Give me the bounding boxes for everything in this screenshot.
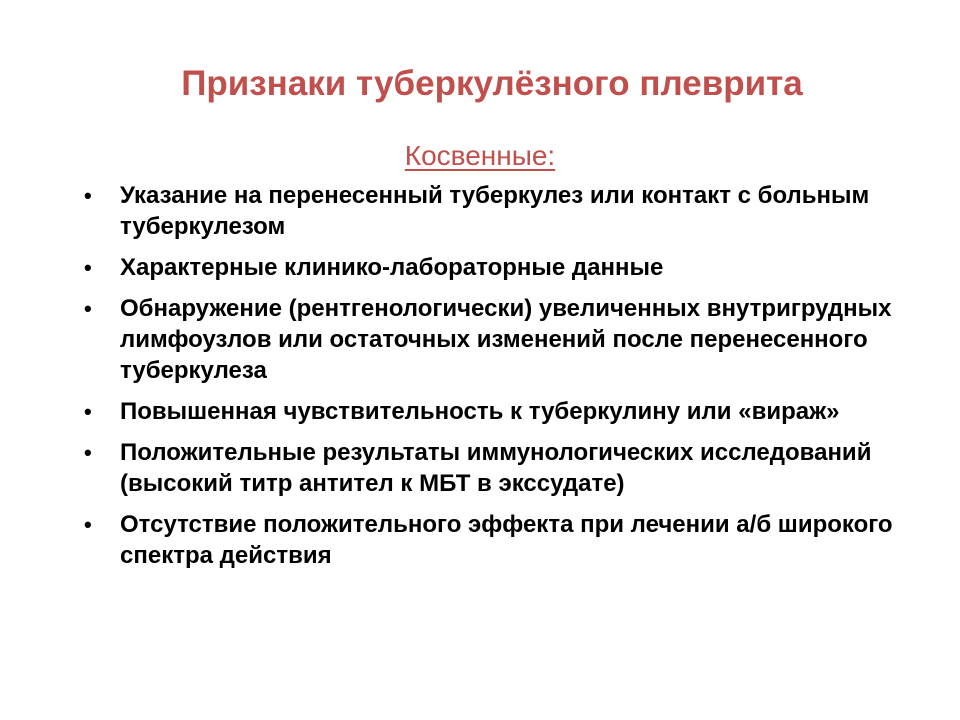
slide-title: Признаки туберкулёзного плеврита [181, 64, 803, 103]
list-item [84, 252, 904, 283]
list-item [84, 180, 904, 242]
slide-subtitle [0, 138, 960, 174]
list-item [84, 509, 904, 571]
list-item-text: Повышенная чувствительность к туберкулину или «вираж» [120, 398, 840, 425]
list-item-text: Указание на перенесенный туберкулез или контакт с больным туберкулезом [120, 182, 870, 240]
list-item-text: Положительные результаты иммунологических исследований (высокий титр антител к МБТ в экссудате) [120, 439, 872, 497]
bullet-list [84, 180, 904, 581]
list-item [84, 396, 904, 427]
list-item-text: Отсутствие положительного эффекта при лечении а/б широкого спектра действия [120, 511, 893, 569]
list-item-text: Характерные клинико-лабораторные данные [120, 254, 664, 281]
bullet-icon: • [84, 399, 92, 424]
subtitle-text: Косвенные: [404, 140, 556, 171]
bullet-icon: • [84, 512, 92, 537]
bullet-icon: • [84, 440, 92, 465]
list-item [84, 437, 904, 499]
bullet-icon: • [84, 296, 92, 321]
bullet-icon: • [84, 183, 92, 208]
list-item-text: Обнаружение (рентгенологически) увеличенных внутригрудных лимфоузлов или остаточных изменений после перенесенного туберкулеза [120, 295, 892, 384]
bullet-icon: • [84, 255, 92, 280]
list-item [84, 293, 904, 386]
